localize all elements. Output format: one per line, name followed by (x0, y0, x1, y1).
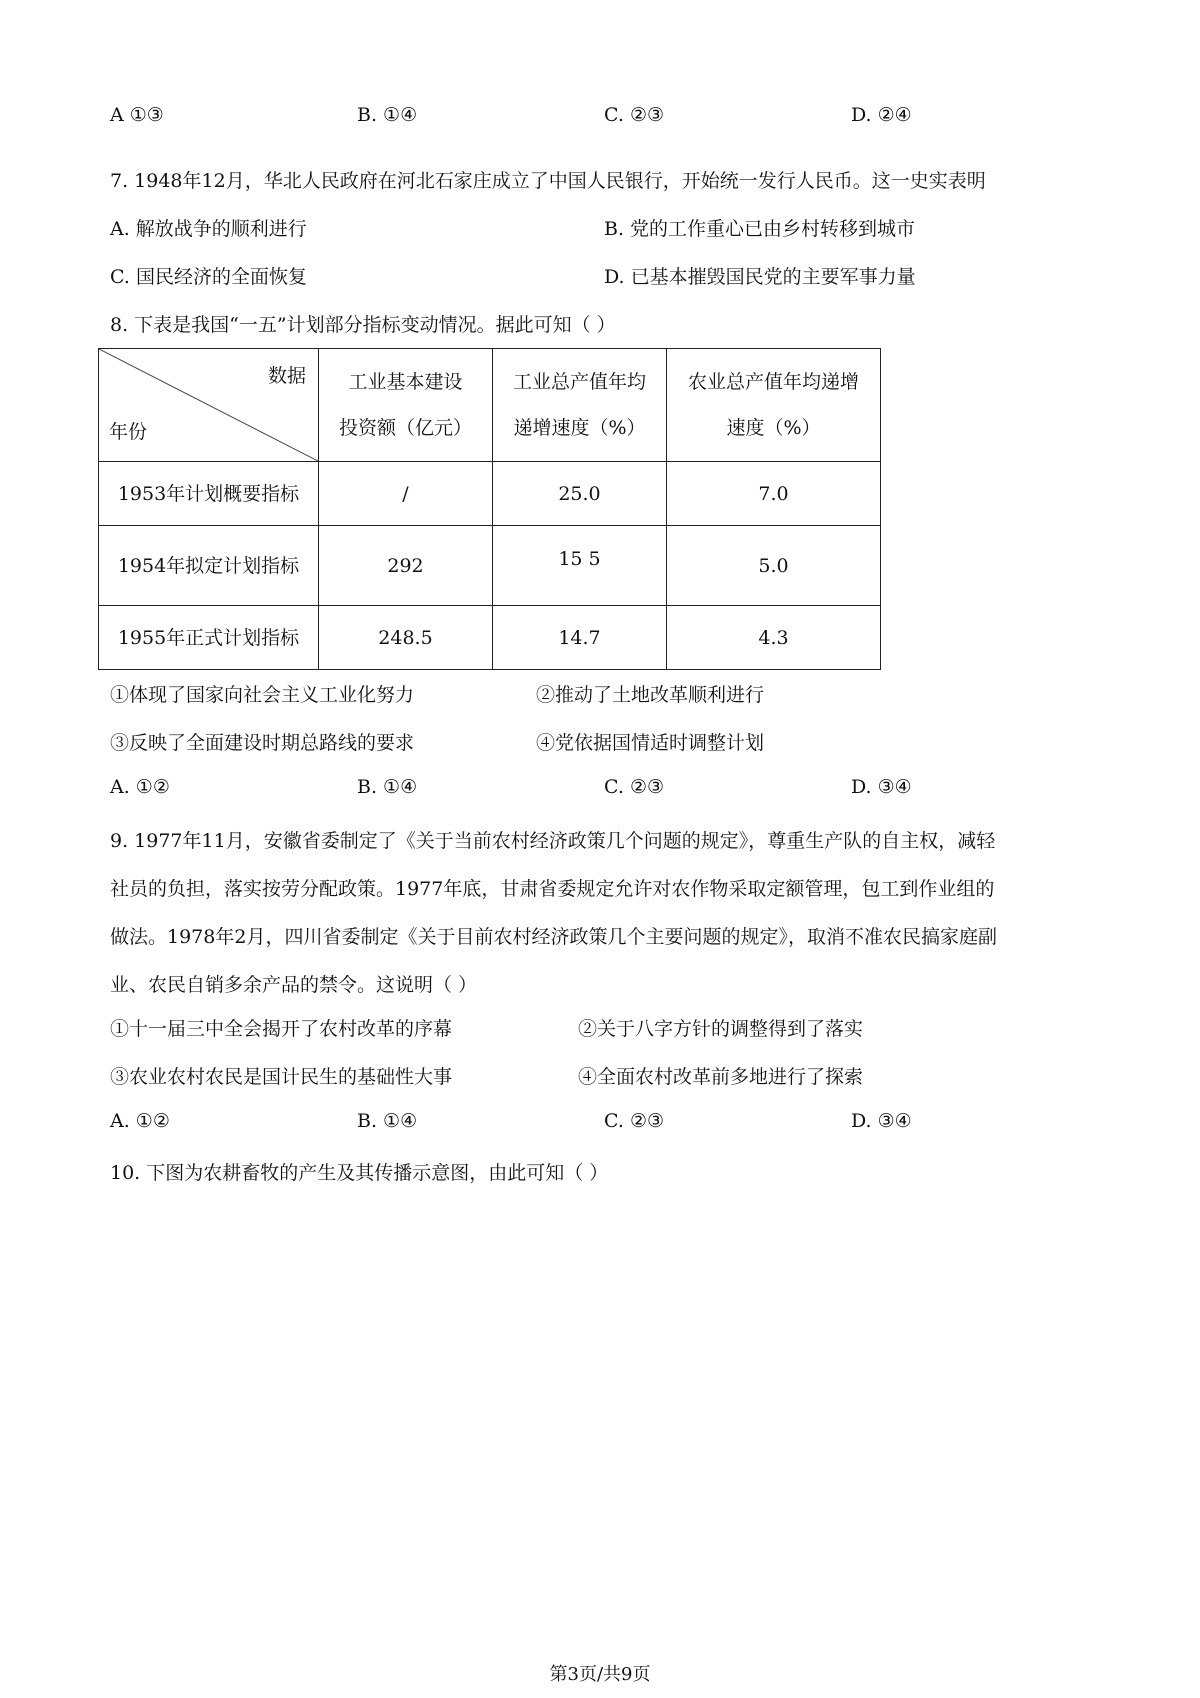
q8-statement-3: ③反映了全面建设时期总路线的要求 (110, 732, 415, 754)
corner-top-label: 数据 (267, 365, 306, 387)
q7-option-a: A. 解放战争的顺利进行 (110, 218, 307, 240)
q8-option-a: A. ①② (110, 776, 170, 798)
table-row (99, 606, 881, 670)
q8-statement-4: ④党依据国情适时调整计划 (536, 732, 765, 754)
table-header-agriculture-growth: 农业总产值年均递增 速度（%） (667, 349, 881, 462)
row-label: 1955年正式计划指标 (99, 606, 319, 670)
table-row (99, 462, 881, 526)
table-cell: 4.3 (667, 606, 881, 670)
q9-statement-4: ④全面农村改革前多地进行了探索 (578, 1066, 864, 1088)
q8-stem: 8. 下表是我国“一五”计划部分指标变动情况。据此可知（ ） (110, 314, 616, 336)
q7-stem: 7. 1948年12月，华北人民政府在河北石家庄成立了中国人民银行，开始统一发行人民币。这一史实表明 (110, 170, 986, 192)
table-corner-cell (99, 349, 319, 462)
q9-option-c: C. ②③ (604, 1110, 665, 1132)
table-cell: 292 (319, 526, 493, 606)
q9-statement-2: ②关于八字方针的调整得到了落实 (578, 1018, 864, 1040)
row-label: 1954年拟定计划指标 (99, 526, 319, 606)
q9-option-d: D. ③④ (851, 1110, 912, 1132)
table-cell: 248.5 (319, 606, 493, 670)
q9-stem-line-2: 社员的负担，落实按劳分配政策。1977年底，甘肃省委规定允许对农作物采取定额管理，包工到作业组的 (110, 878, 995, 900)
table-cell: 5.0 (667, 526, 881, 606)
table-cell: 7.0 (667, 462, 881, 526)
q9-statement-3: ③农业农村农民是国计民生的基础性大事 (110, 1066, 453, 1088)
q7-option-c: C. 国民经济的全面恢复 (110, 266, 307, 288)
q7-option-b: B. 党的工作重心已由乡村转移到城市 (604, 218, 916, 240)
q9-statement-1: ①十一届三中全会揭开了农村改革的序幕 (110, 1018, 453, 1040)
q7-option-d: D. 已基本摧毁国民党的主要军事力量 (604, 266, 916, 288)
q9-option-a: A. ①② (110, 1110, 170, 1132)
q9-stem-line-4: 业、农民自销多余产品的禁令。这说明（ ） (110, 974, 478, 996)
q9-stem-line-1: 9. 1977年11月，安徽省委制定了《关于当前农村经济政策几个问题的规定》，尊重生产队的自主权，减轻 (110, 830, 996, 852)
q8-option-b: B. ①④ (357, 776, 418, 798)
table-header-industry-growth: 工业总产值年均 递增速度（%） (493, 349, 667, 462)
q6-option-b: B. ①④ (357, 104, 418, 126)
page-footer: 第3页/共9页 (549, 1664, 651, 1685)
q6-option-a: A ①③ (110, 104, 164, 126)
row-label: 1953年计划概要指标 (99, 462, 319, 526)
table-header-investment: 工业基本建设 投资额（亿元） (319, 349, 493, 462)
table-cell: 14.7 (493, 606, 667, 670)
q8-option-d: D. ③④ (851, 776, 912, 798)
q6-option-c: C. ②③ (604, 104, 665, 126)
table-row (99, 526, 881, 606)
table-cell: 15 5 (493, 526, 667, 606)
q10-stem: 10. 下图为农耕畜牧的产生及其传播示意图，由此可知（ ） (110, 1162, 609, 1184)
table-cell: / (319, 462, 493, 526)
corner-bottom-label: 年份 (109, 421, 148, 443)
q8-option-c: C. ②③ (604, 776, 665, 798)
table-cell: 25.0 (493, 462, 667, 526)
q8-statement-1: ①体现了国家向社会主义工业化努力 (110, 684, 415, 706)
q9-stem-line-3: 做法。1978年2月，四川省委制定《关于目前农村经济政策几个主要问题的规定》，取消不准农民搞家庭副 (110, 926, 997, 948)
q8-statement-2: ②推动了土地改革顺利进行 (536, 684, 765, 706)
q6-option-d: D. ②④ (851, 104, 912, 126)
q9-option-b: B. ①④ (357, 1110, 418, 1132)
q8-table (98, 348, 881, 670)
